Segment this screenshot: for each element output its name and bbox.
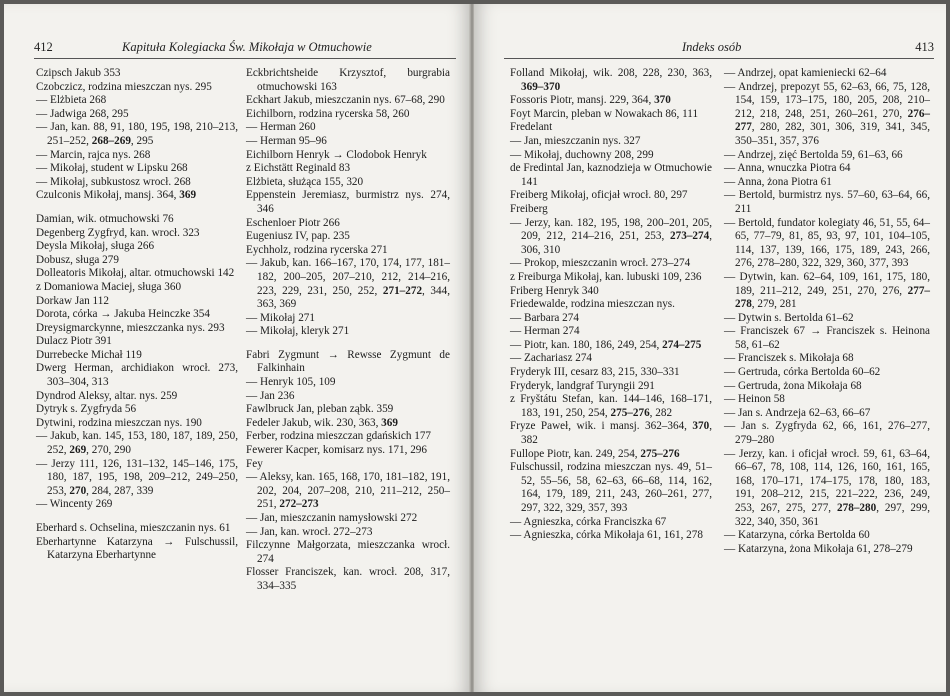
index-entry: — Jadwiga 268, 295 [36,107,129,120]
index-entry: Dytwini, rodzina mieszczan nys. 190 [36,416,202,429]
index-entry: — Andrzej, opat kamieniecki 62–64 [724,67,887,79]
entry-main-pages: 275–276 [610,406,650,419]
index-entry: Dolleatoris Mikołaj, altar. otmuchowski 142 [36,267,235,280]
index-entry: — Gertruda, żona Mikołaja 68 [724,379,862,392]
right-header-rule [504,58,934,59]
entry-main-pages: 370 [654,94,671,107]
index-entry: Eichilborn Henryk → Clodobok Henryk [246,148,427,161]
entry-main-pages: 276–277 [735,107,930,134]
index-entry: — Dytwin, kan. 62–64, 109, 161, 175, 180, 189, 211–212, 249, 251, 270, 276, 277–278, 279, 281 [724,270,930,311]
index-entry: — Jerzy, kan. 182, 195, 198, 200–201, 205, 209, 212, 214–216, 251, 253, 273–274, 306, 310 [510,216,712,256]
index-entry: Eckhart Jakub, mieszczanin nys. 67–68, 290 [246,94,445,107]
index-entry: — Gertruda, córka Bertolda 60–62 [724,366,881,379]
index-entry: Freiberg [510,202,548,215]
index-entry: z Fryštátu Stefan, kan. 144–146, 168–171, 183, 191, 250, 254, 275–276, 282 [510,393,712,419]
index-entry: — Heinon 58 [724,393,785,406]
index-entry: — Jerzy, kan. i oficjał wrocł. 59, 61, 63–64, 66–67, 78, 108, 114, 126, 160, 161, 165, 168, 170–171, 174–175, 178, 180, 183, 191, 208–212, 215, 221–222, 236, 249, 253, 267, 275, 277, 278–280, 297, 299, 322, 340, 350, 361 [724,447,930,528]
index-entry: Eckbrichtsheide Krzysztof, burgrabia otmuchowski 163 [246,67,450,93]
index-entry: Flosser Franciszek, kan. wrocł. 208, 317, 334–335 [246,566,450,592]
index-entry: Eychholz, rodzina rycerska 271 [246,243,388,256]
index-entry: Fey [246,457,263,470]
index-entry: Filczynne Małgorzata, mieszczanka wrocł. 274 [246,539,450,565]
index-entry: — Jan 236 [246,389,295,402]
index-entry: — Marcin, rajca nys. 268 [36,148,151,161]
index-entry: Fedeler Jakub, wik. 230, 363, 369 [246,416,398,429]
index-entry: Fossoris Piotr, mansj. 229, 364, 370 [510,94,671,107]
index-entry: Eberhard s. Ochselina, mieszczanin nys. 61 [36,522,231,534]
index-entry: Durrebecke Michał 119 [36,348,142,361]
index-entry: — Mikołaj, student w Lipsku 268 [36,162,188,175]
index-entry: Eschenloer Piotr 266 [246,216,340,229]
index-entry: — Barbara 274 [510,311,579,324]
entry-main-pages: 277–278 [735,284,930,311]
index-entry: Czipsch Jakub 353 [36,67,121,79]
index-entry: Eppenstein Jeremiasz, burmistrz nys. 274, 346 [246,189,450,215]
index-entry: — Katarzyna, córka Bertolda 60 [724,529,870,542]
entry-main-pages: 273–274 [670,230,710,243]
entry-main-pages: 278–280 [837,502,877,514]
left-page [4,4,470,692]
entry-main-pages: 369–370 [521,80,561,93]
index-entry: — Dytwin s. Bertolda 61–62 [724,311,854,324]
index-entry: Eberhartynne Katarzyna → Fulschussil, Katarzyna Eberhartynne [36,535,238,562]
index-entry: de Fredintal Jan, kaznodzieja w Otmuchowie 141 [510,162,712,188]
index-entry: Fabri Zygmunt → Rewsse Zygmunt de Falkinhain [246,348,450,375]
index-entry: Damian, wik. otmuchowski 76 [36,212,174,225]
index-entry: Czobczicz, rodzina mieszczan nys. 295 [36,80,212,93]
index-entry: — Henryk 105, 109 [246,376,336,389]
index-entry: — Andrzej, zięć Bertolda 59, 61–63, 66 [724,148,903,161]
index-entry: z Freiburga Mikołaj, kan. lubuski 109, 236 [510,270,702,283]
index-entry: Friberg Henryk 340 [510,284,599,297]
index-entry: — Zachariasz 274 [510,352,593,365]
index-entry: — Herman 260 [246,121,316,134]
index-entry: Foyt Marcin, pleban w Nowakach 86, 111 [510,107,699,120]
index-entry: — Aleksy, kan. 165, 168, 170, 181–182, 191, 202, 204, 207–208, 210, 211–212, 250–251, 272–273 [246,471,450,511]
index-entry: Fredelant [510,121,553,134]
index-entry: — Jakub, kan. 145, 153, 180, 187, 189, 250, 252, 269, 270, 290 [36,430,238,457]
index-entry: — Wincenty 269 [36,498,113,511]
index-entry: Friedewalde, rodzina mieszczan nys. [510,298,675,311]
index-entry: — Jakub, kan. 166–167, 170, 174, 177, 181–182, 200–205, 207–210, 212, 214–216, 223, 229, 231, 250, 252, 271–272, 344, 363, 369 [246,257,451,311]
index-entry: — Jan, kan. wrocł. 272–273 [246,525,373,538]
index-entry: Fryderyk III, cesarz 83, 215, 330–331 [510,366,680,379]
index-entry: Fryderyk, landgraf Turyngii 291 [510,379,655,392]
index-entry: — Mikołaj, duchowny 208, 299 [510,148,654,161]
index-entry: — Elżbieta 268 [36,94,107,107]
index-entry: Dwerg Herman, archidiakon wrocł. 273, 303–304, 313 [36,362,238,389]
index-entry: — Franciszek 67 → Franciszek s. Heinona 58, 61–62 [724,325,930,351]
index-entry: Fulschussil, rodzina mieszczan nys. 49, 51–52, 55–56, 58, 62–63, 66–68, 114, 162, 164, 179, 189, 211, 243, 260–261, 277, 297, 322, 329, 357, 393 [510,461,712,514]
right-page [474,4,946,692]
right-page-number: 413 [915,40,934,54]
entry-main-pages: 369 [179,189,197,202]
index-entry: Ferber, rodzina mieszczan gdańskich 177 [246,430,432,443]
right-running-title: Indeks osób [682,40,742,54]
entry-main-pages: 370 [692,420,710,433]
index-entry: Dorkaw Jan 112 [36,294,109,307]
index-entry: z Domaniowa Maciej, sługa 360 [36,280,182,293]
entry-main-pages: 269 [69,444,87,457]
index-entry: — Agnieszka, córka Franciszka 67 [510,515,667,528]
index-entry: Dulacz Piotr 391 [36,335,112,348]
left-running-title: Kapituła Kolegiacka Św. Mikołaja w Otmuchowie [122,40,372,54]
index-entry: Dytryk s. Zygfryda 56 [36,403,137,416]
index-entry: — Jan, kan. 88, 91, 180, 195, 198, 210–213, 251–252, 268–269, 295 [36,121,238,147]
index-entry: — Bertold, fundator kolegiaty 46, 51, 55, 64–65, 77–79, 81, 85, 93, 97, 101, 104–105, 114, 137, 139, 166, 175, 189, 243, 266, 276, 278–280, 322, 329, 360, 377, 393 [724,216,930,270]
index-entry: Freiberg Mikołaj, oficjał wrocł. 80, 297 [510,189,688,202]
index-entry: Fullope Piotr, kan. 249, 254, 275–276 [510,447,680,460]
index-column-1 [36,67,238,563]
index-entry: Czulconis Mikołaj, mansj. 364, 369 [36,189,197,202]
index-entry: — Jan s. Zygfryda 62, 66, 161, 276–277, 279–280 [724,420,930,447]
index-entry: Degenberg Zygfryd, kan. wrocł. 323 [36,226,200,239]
entry-main-pages: 271–272 [382,284,423,297]
index-entry: Fryze Paweł, wik. i mansj. 362–364, 370, 382 [510,420,712,447]
index-entry: — Jan, mieszczanin namysłowski 272 [246,512,418,524]
index-entry: — Andrzej, prepozyt 55, 62–63, 66, 75, 128, 154, 159, 173–175, 180, 205, 208, 210–212, 218, 248, 251, 260–261, 270, 276–277, 280, 282, 301, 306, 319, 341, 345, 350–351, 357, 376 [724,80,930,147]
index-entry: Dorota, córka → Jakuba Heinczke 354 [36,308,210,321]
index-entry: — Jan, mieszczanin nys. 327 [510,134,641,147]
index-entry: Dobusz, sługa 279 [36,253,119,266]
index-column-3 [510,67,712,543]
index-entry: Elżbieta, służąca 155, 320 [246,175,364,188]
entry-main-pages: 268–269 [91,134,131,147]
index-entry: Fawlbruck Jan, pleban ząbk. 359 [246,403,394,416]
index-entry: Dreysigmarckynne, mieszczanka nys. 293 [36,321,225,334]
index-entry: — Anna, żona Piotra 61 [724,175,832,188]
index-entry: Folland Mikołaj, wik. 208, 228, 230, 363, 369–370 [510,67,712,93]
left-page-number: 412 [34,40,53,54]
index-entry: Deysla Mikołaj, sługa 266 [36,240,155,253]
index-entry: z Eichstätt Reginald 83 [246,162,351,175]
index-entry: — Prokop, mieszczanin wrocł. 273–274 [510,257,691,270]
index-entry: — Agnieszka, córka Mikołaja 61, 161, 278 [510,529,703,542]
index-entry: — Herman 95–96 [246,134,327,147]
index-entry: Eugeniusz IV, pap. 235 [246,230,350,243]
index-entry: — Herman 274 [510,325,580,338]
entry-main-pages: 369 [381,416,398,429]
index-entry: Eichilborn, rodzina rycerska 58, 260 [246,107,410,120]
index-entry: — Jerzy 111, 126, 131–132, 145–146, 175, 180, 187, 195, 198, 209–212, 249–250, 253, 270, 284, 287, 339 [36,457,238,497]
index-column-4 [724,67,930,556]
entry-main-pages: 270 [69,484,87,497]
index-entry: — Franciszek s. Mikołaja 68 [724,352,854,365]
index-entry: — Jan s. Andrzeja 62–63, 66–67 [724,406,871,419]
entry-main-pages: 274–275 [662,338,702,351]
entry-main-pages: 272–273 [279,498,319,511]
index-entry: — Bertold, burmistrz nys. 57–60, 63–64, 66, 211 [724,189,930,215]
index-entry: — Piotr, kan. 180, 186, 249, 254, 274–275 [510,338,702,351]
index-entry: — Anna, wnuczka Piotra 64 [724,162,851,175]
index-entry: — Mikołaj 271 [246,311,315,324]
index-column-2 [246,67,450,594]
index-entry: — Mikołaj, subkustosz wrocł. 268 [36,175,191,188]
index-entry: Dyndrod Aleksy, altar. nys. 259 [36,389,178,402]
left-header-rule [34,58,456,59]
index-entry: — Katarzyna, żona Mikołaja 61, 278–279 [724,542,913,555]
entry-main-pages: 275–276 [640,447,680,460]
index-entry: — Mikołaj, kleryk 271 [246,325,350,338]
index-entry: Fewerer Kacper, komisarz nys. 171, 296 [246,444,427,457]
